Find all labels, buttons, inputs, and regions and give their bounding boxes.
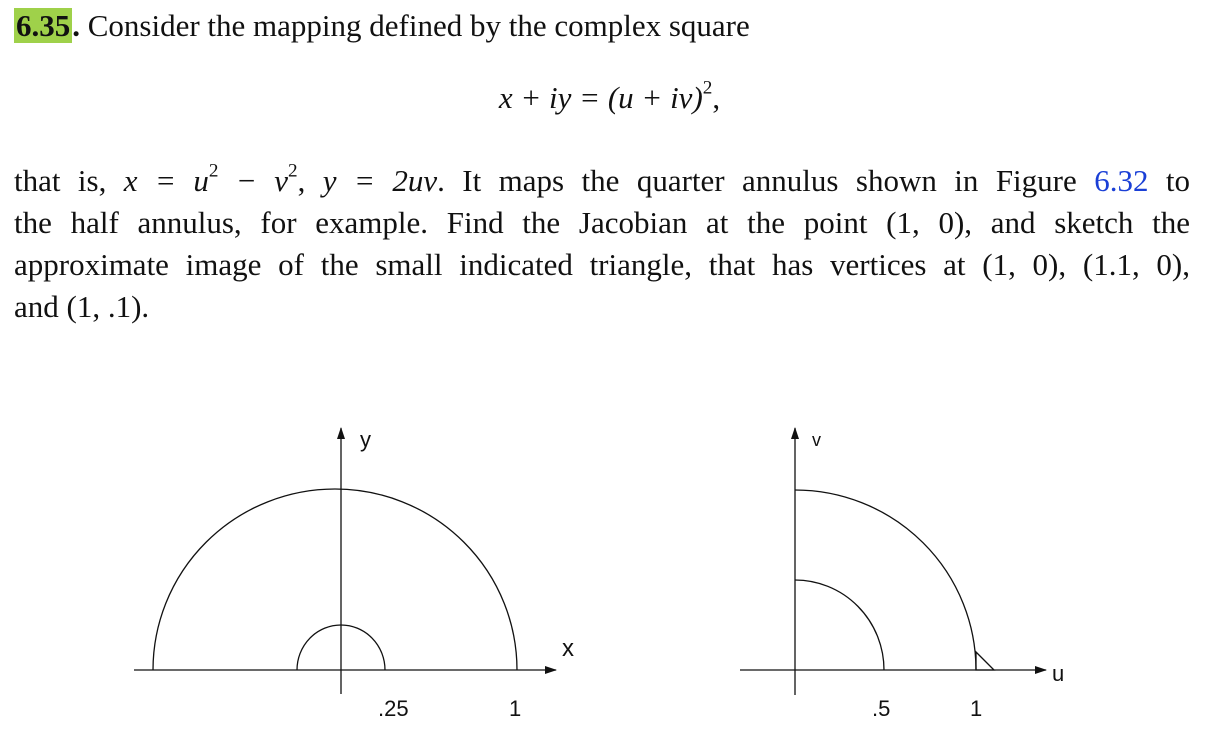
right-outer-arc [795,490,976,670]
right-v-axis-label: v [812,430,821,450]
text-comma: , [297,163,323,198]
problem-intro: Consider the mapping defined by the complex square [80,8,750,43]
text-that-is: that is, [14,163,124,198]
math-u-exponent: 2 [208,160,219,182]
right-tick-outer: 1 [970,696,983,721]
problem-number: 6.35 [16,8,71,43]
paragraph-line-3: approximate image of the small indicated triangle, that has vertices at (1, 0), (1.1, 0), [14,247,1190,282]
math-v-exponent: 2 [287,160,298,182]
math-x-equals: x = u [123,163,209,198]
problem-number-period: . [72,8,80,43]
right-figure-quarter-annulus [740,428,1046,695]
text-to: to [1148,163,1190,198]
left-tick-outer: 1 [509,696,522,721]
paragraph-line-2: the half annulus, for example. Find the Jacobian at the point (1, 0), and sketch the [14,205,1190,240]
equation-exponent: 2 [702,77,713,99]
left-x-axis-label: x [562,635,574,662]
left-tick-inner: .25 [378,696,409,721]
right-inner-arc [795,580,884,670]
left-y-axis-label: y [360,427,371,452]
math-minus-v: − v [218,163,288,198]
equation-tail: , [712,80,721,115]
right-u-axis-label: u [1052,661,1065,686]
text-it-maps: . It maps the quarter annulus shown in Figure [437,163,1095,198]
figure-reference-link[interactable]: 6.32 [1094,163,1149,198]
equation-lhs: x + iy = (u + iv) [498,80,703,115]
math-y-equals: y = 2uv [322,163,438,198]
right-tick-inner: .5 [872,696,891,721]
left-outer-arc [153,489,517,670]
paragraph-line-4: and (1, .1). [14,289,150,324]
right-small-triangle [976,652,994,670]
left-figure-half-annulus [134,428,556,694]
